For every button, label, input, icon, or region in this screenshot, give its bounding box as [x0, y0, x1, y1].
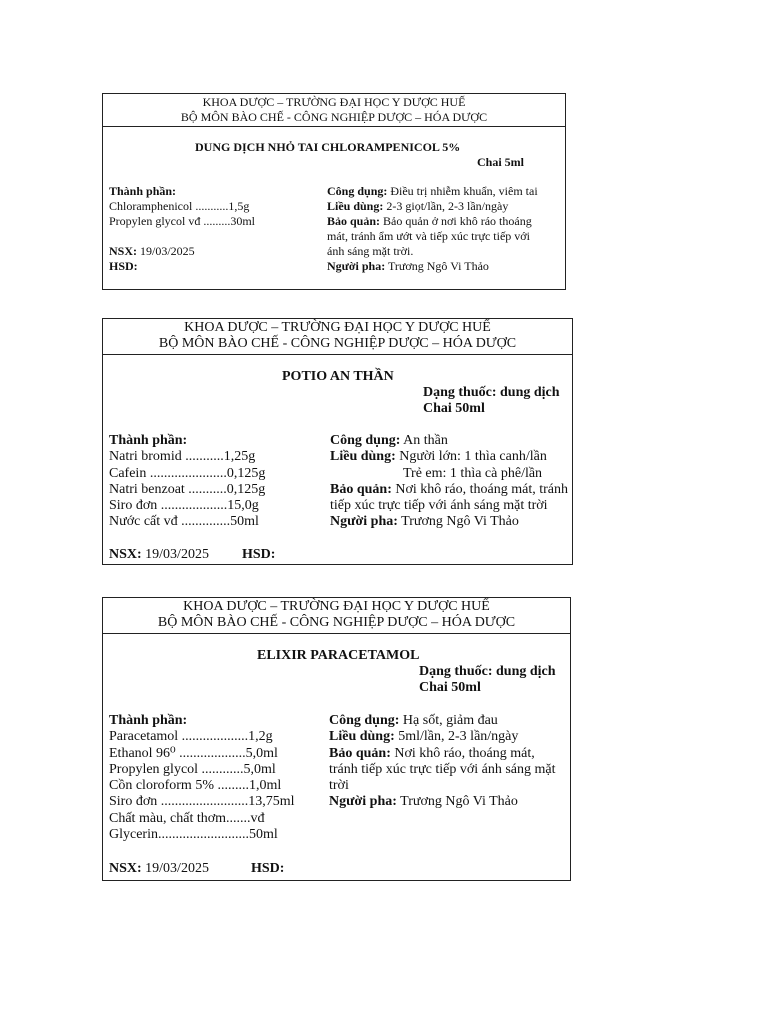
header-department: BỘ MÔN BÀO CHẾ - CÔNG NGHIỆP DƯỢC – HÓA DƯỢC — [180, 110, 488, 124]
details-block — [329, 713, 555, 811]
maker-value: Trương Ngô Vi Thảo — [388, 259, 489, 273]
storage-cont: ánh sáng mặt trời. — [327, 244, 414, 258]
dose-label: Liều dùng: — [327, 199, 384, 213]
use-value: Điều trị nhiễm khuẩn, viêm tai — [390, 184, 538, 198]
header-department: BỘ MÔN BÀO CHẾ - CÔNG NGHIỆP DƯỢC – HÓA DƯỢC — [157, 615, 516, 631]
storage-label: Bảo quản: — [330, 481, 392, 497]
maker-label: Người pha: — [327, 259, 386, 273]
storage-value: Nơi khô ráo, thoáng mát, tránh — [395, 481, 569, 497]
form-type: Dạng thuốc: dung dịch — [423, 385, 560, 400]
ingredients-block — [109, 184, 255, 229]
maker-line — [329, 794, 555, 810]
product-title: POTIO AN THẦN — [282, 369, 394, 384]
use-label: Công dụng: — [327, 184, 388, 198]
product-title: DUNG DỊCH NHỎ TAI CHLORAMPENICOL 5% — [195, 140, 461, 154]
nsx-label: NSX: — [109, 547, 142, 562]
ingredient-line: Chloramphenicol ...........1,5g — [109, 199, 250, 213]
storage-cont: mát, tránh ẩm ướt và tiếp xúc trực tiếp với — [327, 229, 530, 243]
ingredients-label: Thành phần: — [109, 184, 177, 198]
ingredient-line: Cafein ......................0,125g — [109, 465, 266, 481]
hsd-label: HSD: — [251, 861, 285, 876]
nsx-label: NSX: — [109, 244, 138, 258]
maker-label: Người pha: — [329, 794, 397, 810]
form-volume: Chai 50ml — [423, 401, 485, 417]
dose-line — [329, 729, 555, 745]
storage-line — [329, 746, 555, 762]
ingredient-line: Natri bromid ...........1,25g — [109, 449, 256, 465]
use-value: Hạ sốt, giảm đau — [402, 713, 498, 728]
label-header — [103, 94, 565, 127]
nsx-line — [109, 547, 209, 563]
header-faculty: KHOA DƯỢC – TRƯỜNG ĐẠI HỌC Y DƯỢC HUẾ — [202, 95, 466, 109]
dose-value: Người lớn: 1 thìa canh/lần — [399, 449, 547, 465]
storage-line — [330, 482, 568, 498]
dose-value: 5ml/lần, 2-3 lần/ngày — [398, 729, 519, 745]
ingredient-line: Siro đơn ...................15,0g — [109, 498, 259, 514]
ingredient-line: Natri benzoat ...........0,125g — [109, 481, 266, 497]
label-elixir-paracetamol — [102, 597, 571, 881]
nsx-value: 19/03/2025 — [140, 244, 195, 258]
hsd-label: HSD: — [109, 259, 138, 273]
header-department: BỘ MÔN BÀO CHẾ - CÔNG NGHIỆP DƯỢC – HÓA DƯỢC — [158, 336, 517, 352]
maker-value: Trương Ngô Vi Thảo — [400, 794, 518, 810]
nsx-value: 19/03/2025 — [145, 861, 209, 876]
storage-value: Nơi khô ráo, thoáng mát, — [394, 745, 535, 761]
ingredient-line: Propylen glycol vđ .........30ml — [109, 214, 255, 228]
maker-label: Người pha: — [330, 514, 398, 530]
use-line — [329, 713, 555, 729]
nsx-line — [109, 861, 209, 877]
nsx-line — [109, 244, 195, 259]
product-form: Chai 5ml — [477, 155, 525, 169]
form-volume: Chai 50ml — [419, 680, 481, 696]
product-title: ELIXIR PARACETAMOL — [257, 648, 420, 663]
maker-value: Trương Ngô Vi Thảo — [401, 514, 519, 530]
label-header — [103, 598, 570, 634]
header-faculty: KHOA DƯỢC – TRƯỜNG ĐẠI HỌC Y DƯỢC HUẾ — [184, 320, 491, 335]
dose-value: 2-3 giọt/lần, 2-3 lần/ngày — [386, 199, 509, 213]
ingredient-line: Siro đơn .........................13,75ml — [109, 794, 295, 810]
details-block — [327, 184, 538, 274]
nsx-value: 19/03/2025 — [145, 547, 209, 562]
dose-label: Liều dùng: — [330, 449, 396, 465]
storage-cont: tiếp xúc trực tiếp với ánh sáng mặt trời — [330, 498, 548, 514]
ingredient-line: Cồn cloroform 5% .........1,0ml — [109, 778, 282, 794]
ingredient-line: Paracetamol ...................1,2g — [109, 729, 273, 745]
use-label: Công dụng: — [329, 713, 400, 728]
ingredient-line: Chất màu, chất thơm.......vđ — [109, 810, 265, 826]
storage-label: Bảo quản: — [327, 214, 381, 228]
product-form — [419, 664, 556, 697]
storage-value: Bảo quản ở nơi khô ráo thoáng — [383, 214, 532, 228]
header-faculty: KHOA DƯỢC – TRƯỜNG ĐẠI HỌC Y DƯỢC HUẾ — [183, 599, 490, 614]
product-form — [423, 385, 560, 418]
label-chloramphenicol — [102, 93, 566, 290]
use-line — [327, 184, 538, 199]
dose-cont: Trẻ em: 1 thìa cà phê/lần — [403, 465, 543, 481]
use-line — [330, 433, 568, 449]
hsd-label: HSD: — [242, 547, 276, 562]
ingredient-line: Nước cất vđ ..............50ml — [109, 514, 259, 530]
storage-cont: trời — [329, 778, 349, 794]
form-type: Dạng thuốc: dung dịch — [419, 664, 556, 679]
label-potio-an-than — [102, 318, 573, 565]
label-header — [103, 319, 572, 355]
dose-line — [327, 199, 538, 214]
ingredients-block — [109, 713, 295, 843]
storage-line — [327, 214, 538, 229]
use-label: Công dụng: — [330, 433, 401, 448]
maker-line — [327, 259, 538, 274]
nsx-label: NSX: — [109, 861, 142, 876]
dose-line — [330, 449, 568, 465]
dose-label: Liều dùng: — [329, 729, 395, 745]
details-block — [330, 433, 568, 531]
storage-label: Bảo quản: — [329, 745, 391, 761]
ingredients-label: Thành phần: — [109, 433, 188, 448]
ingredient-line: Propylen glycol ............5,0ml — [109, 761, 276, 777]
ingredients-label: Thành phần: — [109, 713, 188, 728]
storage-cont: tránh tiếp xúc trực tiếp với ánh sáng mặt — [329, 761, 556, 777]
use-value: An thần — [403, 433, 448, 448]
ingredient-line: Glycerin..........................50ml — [109, 827, 278, 843]
ingredient-line: Ethanol 96⁰ ...................5,0ml — [109, 745, 278, 761]
maker-line — [330, 514, 568, 530]
ingredients-block — [109, 433, 265, 531]
